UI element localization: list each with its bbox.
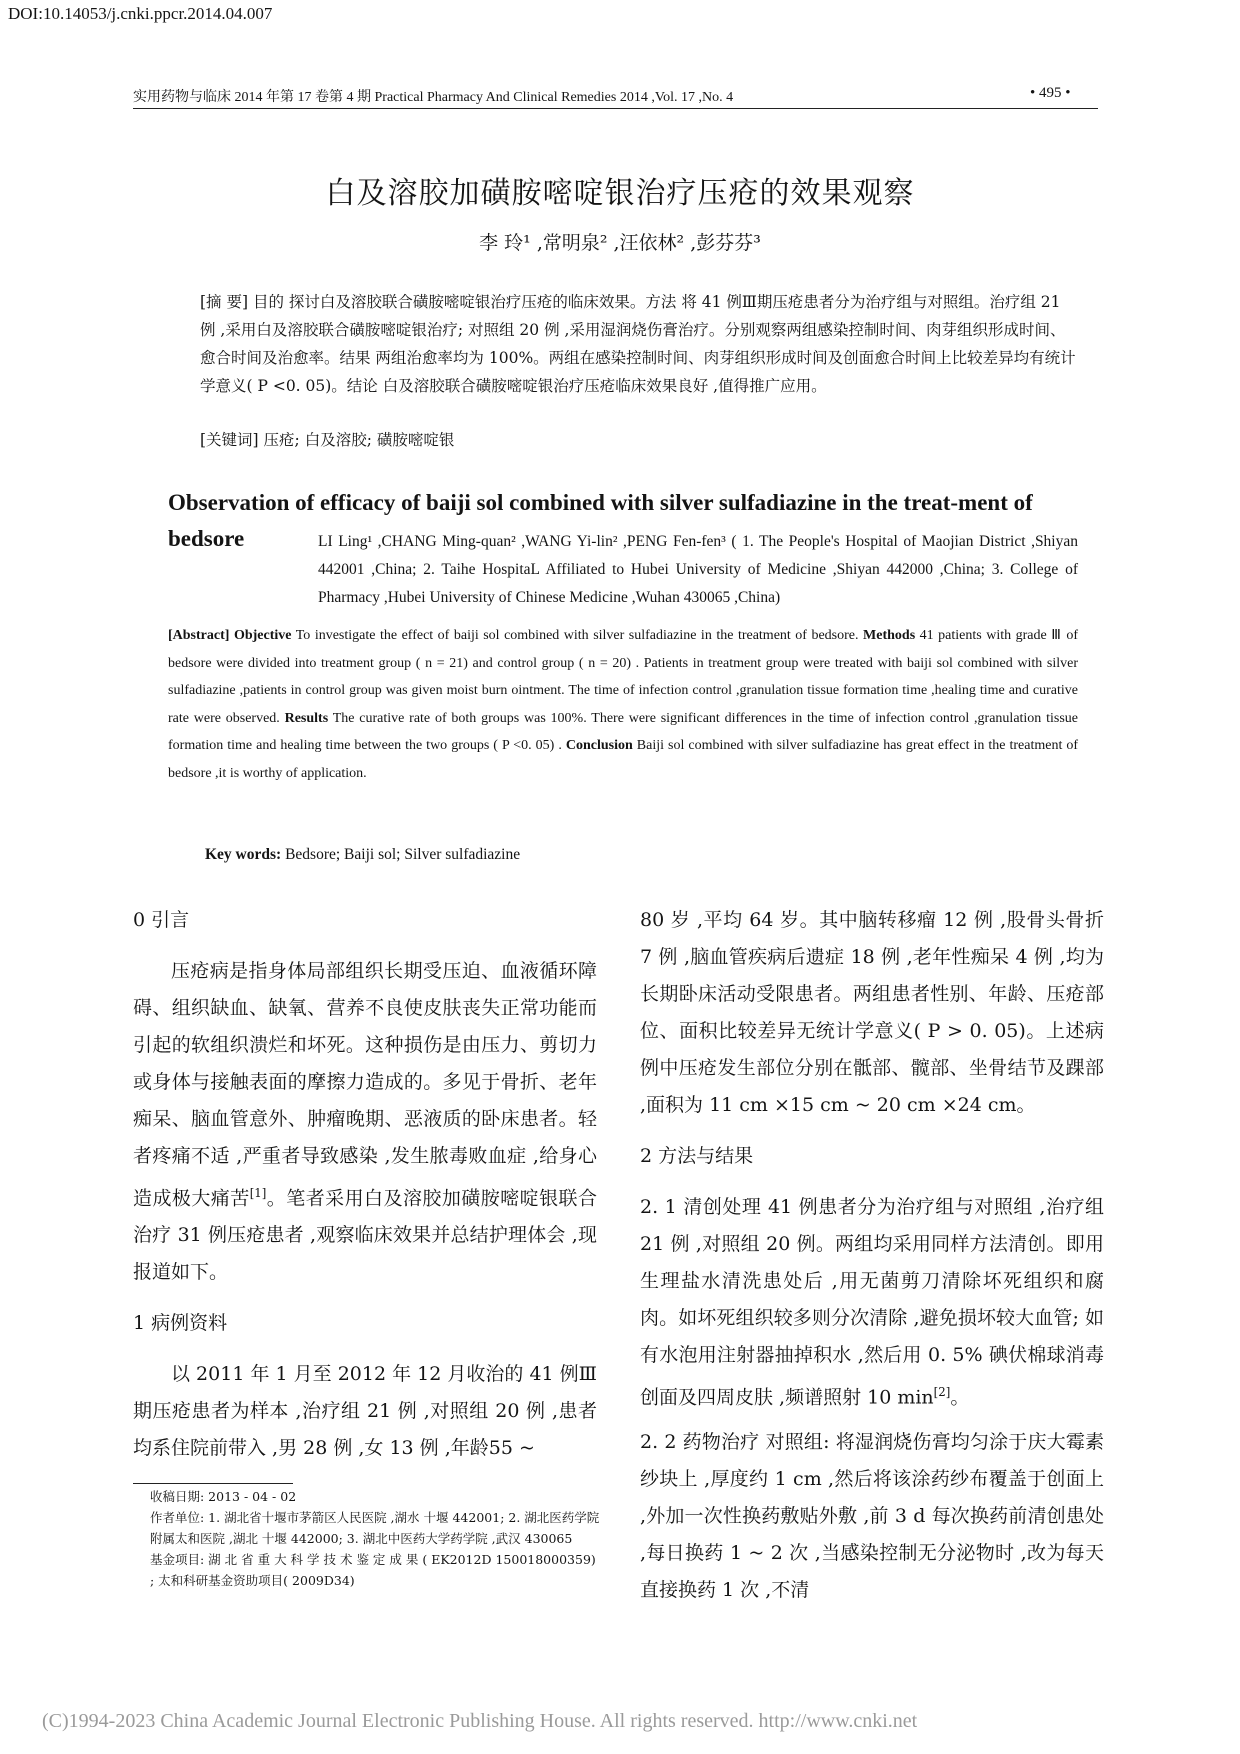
affiliations-en: ( 1. The People's Hospital of Maojian District ,Shiyan 442001 ,China; 2. Taihe HospitaL Affiliated to Hubei University of Medicine ,Shiyan 442000 ,China; 3. College of Pharmacy ,Hubei University of Chinese Medicine ,Wuhan 430065 ,China) xyxy=(318,533,1078,606)
section-0-paragraph xyxy=(133,953,597,1291)
objective-text: To investigate the effect of baiji sol combined with silver sulfadiazine in the treatment of bedsore. xyxy=(295,628,859,643)
section-2-2-label: 2. 2 药物治疗 xyxy=(640,1431,760,1454)
abstract-en-label: [Abstract] xyxy=(168,628,230,643)
section-0-text: 压疮病是指身体局部组织长期受压迫、血液循环障碍、组织缺血、缺氧、营养不良使皮肤丧失正常功能而引起的软组织溃烂和坏死。这种损伤是由压力、剪切力或身体与接触表面的摩擦力造成的。多见于骨折、老年痴呆、脑血管意外、肿瘤晚期、恶液质的卧床患者。轻者疼痛不适 ,严重者导致感染 ,发生脓毒败血症 ,给身心造成极大痛苦 xyxy=(133,960,597,1210)
keywords-en-text: Bedsore; Baiji sol; Silver sulfadiazine xyxy=(285,846,521,863)
citation-1: [1] xyxy=(249,1186,267,1200)
keywords-cn-label: [关键词] xyxy=(200,431,259,449)
footnote-rule xyxy=(133,1483,293,1484)
abstract-en xyxy=(168,622,1078,787)
header-rule xyxy=(133,108,1098,109)
running-header: 实用药物与临床 2014 年第 17 卷第 4 期 Practical Pharmacy And Clinical Remedies 2014 ,Vol. 17 ,No. 4 xyxy=(133,90,734,105)
footnote-authors-unit: 作者单位: 1. 湖北省十堰市茅箭区人民医院 ,湖水 十堰 442001; 2. 湖北医药学院附属太和医院 ,湖北 十堰 442000; 3. 湖北中医药大学药学院 ,武汉 430065 xyxy=(150,1510,600,1546)
objective-label: Objective xyxy=(233,628,292,643)
left-column xyxy=(133,902,597,1467)
footnote xyxy=(150,1486,600,1591)
methods-text: 41 patients with grade Ⅲ of bedsore were divided into treatment group ( n = 21) and control group ( n = 20) . Patients in treatment group were treated with baiji sol combined with silver sulfadiazine ,patients in control group was given moist burn ointment. The time of infection control ,granulation tissue formation time ,healing time and curative rate were observed. xyxy=(168,628,1079,726)
citation-2: [2] xyxy=(933,1385,951,1399)
section-2-heading: 2 方法与结果 xyxy=(640,1145,754,1167)
section-0-text-cont: 。笔者采用白及溶胶加磺胺嘧啶银联合治疗 31 例压疮患者 ,观察临床效果并总结护理体会 ,现报道如下。 xyxy=(133,1187,597,1284)
section-1-paragraph: 以 2011 年 1 月至 2012 年 12 月收治的 41 例Ⅲ期压疮患者为样本 ,治疗组 21 例 ,对照组 20 例 ,患者均系住院前带入 ,男 28 例 ,女 13 例 ,年龄55 ~ xyxy=(133,1363,597,1460)
conclusion-text: Baiji sol combined with silver sulfadiazine has great effect in the treatment of bedsore ,it is worthy of application. xyxy=(168,738,1079,781)
keywords-en xyxy=(205,846,520,864)
section-2-2-paragraph xyxy=(640,1424,1104,1609)
abstract-cn xyxy=(200,288,1078,400)
title-en: Observation of efficacy of baiji sol combined with silver sulfadiazine in the treat-ment of bedsore xyxy=(168,490,1033,551)
section-2-1-label: 2. 1 清创处理 xyxy=(640,1196,762,1218)
footnote-fund: 基金项目: 湖 北 省 重 大 科 学 技 术 鉴 定 成 果 ( EK2012D 150018000359) ; 太和科研基金资助项目( 2009D34) xyxy=(150,1552,596,1588)
conclusion-label: Conclusion xyxy=(565,738,633,753)
right-column xyxy=(640,902,1104,1609)
right-paragraph-1: 80 岁 ,平均 64 岁。其中脑转移瘤 12 例 ,股骨头骨折 7 例 ,脑血管疾病后遗症 18 例 ,老年性痴呆 4 例 ,均为长期卧床活动受限患者。两组患者性别、年龄、压疮部位、面积比较差异无统计学意义( P > 0. 05)。上述病例中压疮发生部位分别在骶部、髋部、坐骨结节及踝部 ,面积为 11 cm ×15 cm ~ 20 cm ×24 cm。 xyxy=(640,909,1104,1116)
keywords-cn xyxy=(200,428,454,450)
keywords-en-label: Key words: xyxy=(205,846,282,863)
copyright: (C)1994-2023 China Academic Journal Electronic Publishing House. All rights reserved. http://www.cnki.net xyxy=(42,1710,918,1732)
section-1-heading: 1 病例资料 xyxy=(133,1312,228,1335)
footnote-received: 收稿日期: 2013 - 04 - 02 xyxy=(150,1489,297,1504)
results-label: Results xyxy=(284,710,329,726)
section-2-1-text: 41 例患者分为治疗组与对照组 ,治疗组 21 例 ,对照组 20 例。两组均采用同样方法清创。即用生理盐水清洗患处后 ,用无菌剪刀清除坏死组织和腐肉。如坏死组织较多则分次清除 ,避免损坏较大血管; 如有水泡用注射器抽掉积水 ,然后用 0. 5% 碘伏棉球消毒创面及四周皮肤 ,频谱照射 10 min xyxy=(640,1196,1105,1409)
abstract-cn-label: [摘 要] xyxy=(200,293,249,311)
section-2-1-end: 。 xyxy=(950,1386,970,1409)
abstract-cn-text: 目的 探讨白及溶胶联合磺胺嘧啶银治疗压疮的临床效果。方法 将 41 例Ⅲ期压疮患者分为治疗组与对照组。治疗组 21 例 ,采用白及溶胶联合磺胺嘧啶银治疗; 对照组 20 例 ,采用湿润烧伤膏治疗。分别观察两组感染控制时间、肉芽组织形成时间、愈合时间及治愈率。结果 两组治愈率均为 100%。两组在感染控制时间、肉芽组织形成时间及创面愈合时间上比较差异均有统计学意义( P <0. 05)。结论 白及溶胶联合磺胺嘧啶银治疗压疮临床效果良好 ,值得推广应用。 xyxy=(200,293,1076,395)
section-0-heading: 0 引言 xyxy=(133,909,190,931)
page-number: • 495 • xyxy=(1030,85,1071,101)
authors-en: LI Ling¹ ,CHANG Ming-quan² ,WANG Yi-lin² ,PENG Fen-fen³ xyxy=(318,533,726,550)
section-2-1-paragraph xyxy=(640,1189,1104,1416)
authors-cn: 李 玲¹ ,常明泉² ,汪依林² ,彭芬芬³ xyxy=(479,232,761,254)
methods-label: Methods xyxy=(863,628,916,643)
section-2-2-text: 对照组: 将湿润烧伤膏均匀涂于庆大霉素纱块上 ,厚度约 1 cm ,然后将该涂药纱布覆盖于创面上 ,外加一次性换药敷贴外敷 ,前 3 d 每次换药前清创患处 ,每日换药 1 ~ 2 次 ,当感染控制无分泌物时 ,改为每天直接换药 1 次 ,不清 xyxy=(640,1431,1104,1602)
doi: DOI:10.14053/j.cnki.ppcr.2014.04.007 xyxy=(8,4,273,23)
keywords-cn-text: 压疮; 白及溶胶; 磺胺嘧啶银 xyxy=(263,431,455,449)
results-text: The curative rate of both groups was 100%. There were significant differences in the time of infection control ,granulation tissue formation time and healing time between the two groups ( P <0. 05) . xyxy=(168,710,1078,753)
authors-affiliations-en xyxy=(318,528,1078,612)
title-cn: 白及溶胶加磺胺嘧啶银治疗压疮的效果观察 xyxy=(325,176,915,211)
